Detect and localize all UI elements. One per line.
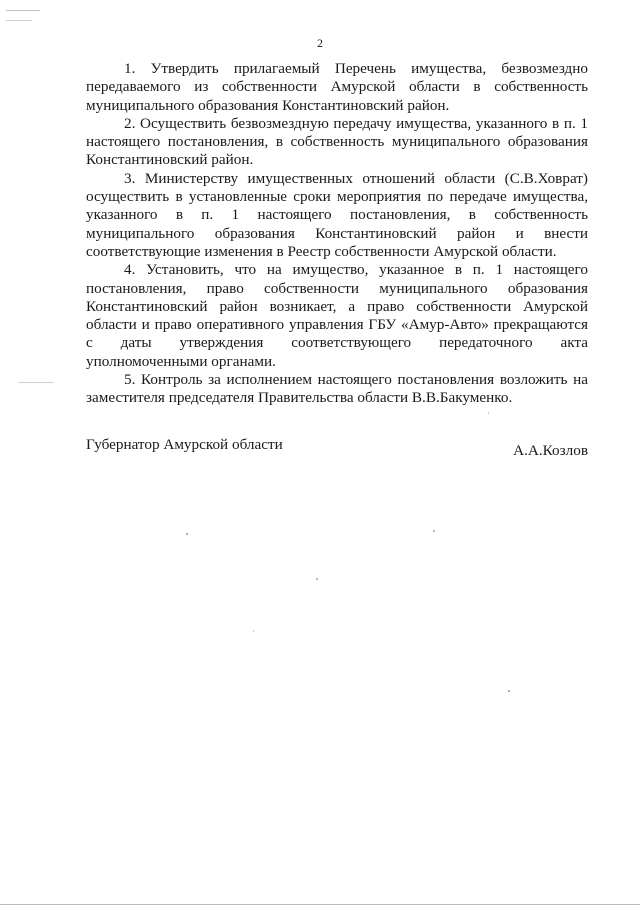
scan-artifact xyxy=(316,578,318,580)
scan-artifact xyxy=(6,20,32,21)
document-body xyxy=(86,60,588,408)
page-number: 2 xyxy=(317,36,323,50)
scan-artifact xyxy=(508,690,510,692)
scan-artifact xyxy=(433,530,435,532)
paragraph-4: 4. Установить, что на имущество, указанное в п. 1 настоящего постановления, право собственности муниципального образования Константиновский район возникает, а право собственности Амурской области и право оперативного управления ГБУ «Амур-Авто» прекращаются с даты утверждения соответствующего передаточного акта уполномоченными органами. xyxy=(86,261,588,370)
scan-artifact xyxy=(6,10,40,11)
scan-artifact xyxy=(488,412,489,414)
paragraph-5: 5. Контроль за исполнением настоящего постановления возложить на заместителя председателя Правительства области В.В.Бакуменко. xyxy=(86,371,588,407)
paragraph-3: 3. Министерству имущественных отношений области (С.В.Ховрат) осуществить в установленные сроки мероприятия по передаче имущества, указанного в п. 1 настоящего постановления, в собственность муниципального образования Константиновский район и внести соответствующие изменения в Реестр собственности Амурской области. xyxy=(86,169,588,260)
scan-artifact xyxy=(186,533,188,535)
scan-artifact xyxy=(253,630,254,632)
scan-artifact xyxy=(18,382,54,383)
paragraph-2: 2. Осуществить безвозмездную передачу имущества, указанного в п. 1 настоящего постановления, в собственность муниципального образования Константиновский район. xyxy=(86,114,588,169)
signatory-title: Губернатор Амурской области xyxy=(86,436,283,453)
signatory-name: А.А.Козлов xyxy=(513,442,588,459)
paragraph-1: 1. Утвердить прилагаемый Перечень имущества, безвозмездно передаваемого из собственности Амурской области в собственность муниципального образования Константиновский район. xyxy=(86,60,588,114)
